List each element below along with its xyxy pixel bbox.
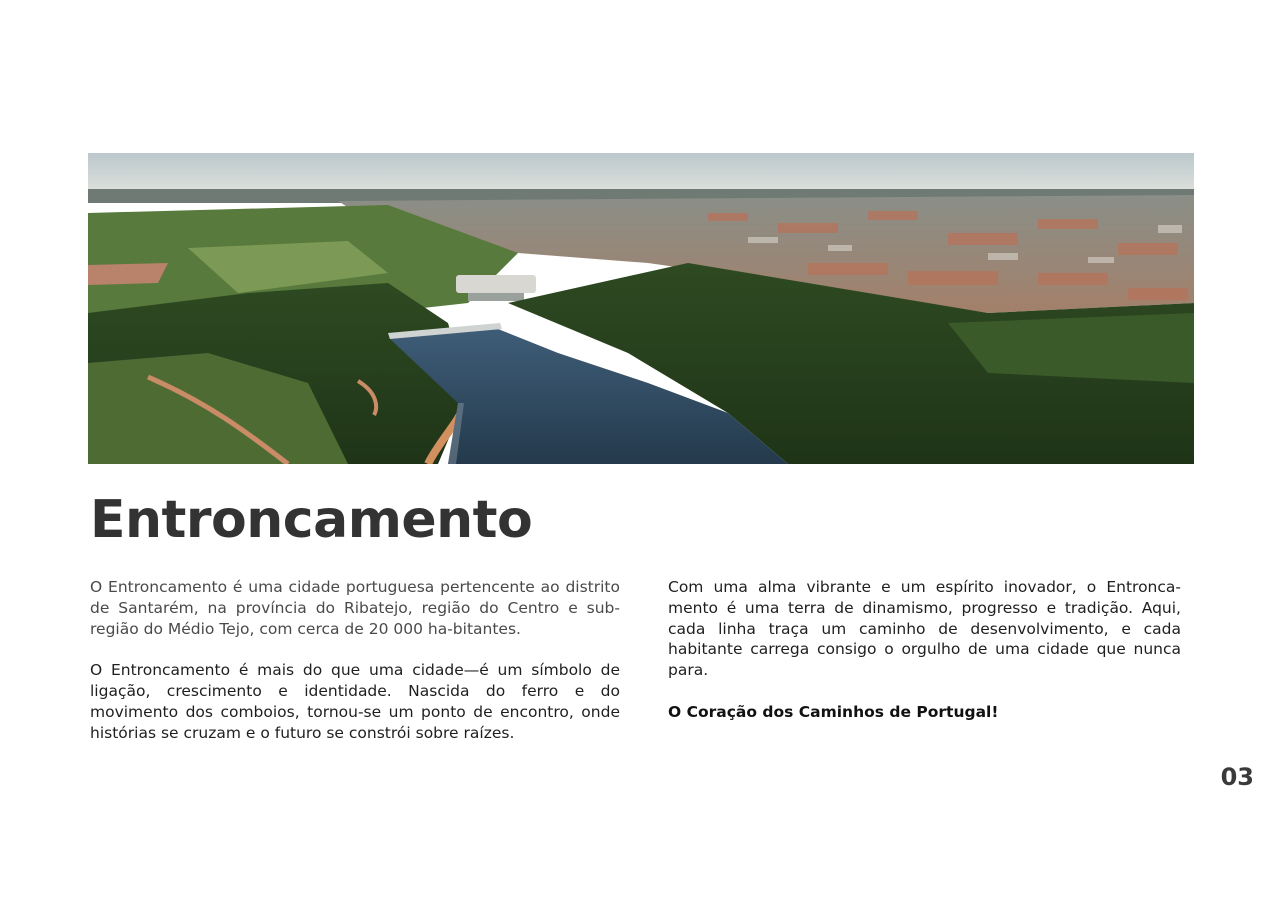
intro-paragraph: O Entroncamento é uma cidade portuguesa pertencente ao distrito de Santarém, na província do Ribatejo, região do Centro e sub-região do Médio Tejo, com cerca de 20 000 ha-bitantes. bbox=[90, 578, 620, 638]
page-number: 03 bbox=[1220, 763, 1254, 791]
right-text-column bbox=[668, 577, 1181, 743]
tagline: O Coração dos Caminhos de Portugal! bbox=[668, 702, 999, 721]
left-text-column bbox=[90, 577, 620, 764]
page-title: Entroncamento bbox=[90, 490, 533, 550]
spirit-paragraph: Com uma alma vibrante e um espírito inovador, o Entronca-mento é uma terra de dinamismo, progresso e tradição. Aqui, cada linha traça um caminho de desenvolvimento, e cada habitante carrega consigo o orgulho de uma cidade que nunca para. bbox=[668, 578, 1181, 680]
aerial-landscape-illustration bbox=[88, 153, 1194, 464]
hero-image bbox=[88, 153, 1194, 464]
symbol-paragraph: O Entroncamento é mais do que uma cidade—é um símbolo de ligação, crescimento e identidade. Nascida do ferro e do movimento dos comboios, tornou-se um ponto de encontro, onde histórias se cruzam e o futuro se constrói sobre raízes. bbox=[90, 661, 620, 742]
